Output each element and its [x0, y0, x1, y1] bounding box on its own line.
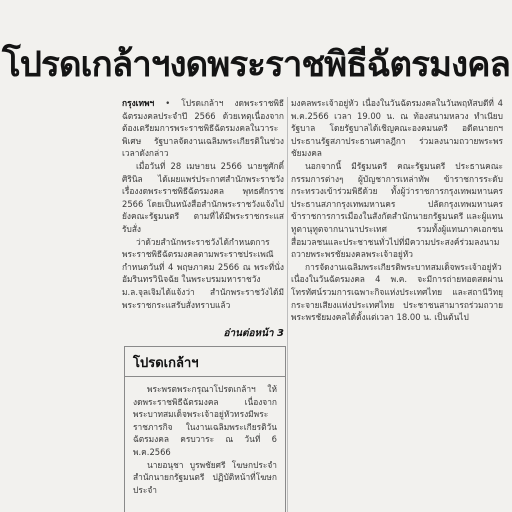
- article-paragraph: มงคลพระเจ้าอยู่หัว เนื่องในวันฉัตรมงคลในวันพฤหัสบดีที่ 4 พ.ค.2566 เวลา 19.00 น. ณ ท้องสนามหลวง ทำเนียบรัฐบาล โดยรัฐบาลได้เชิญคณะองคมนตรี อดีตนายกฯ ประธานรัฐสภาประธานศาลฎีกา ร่วมลงนามถวายพระพรชัยมงคล: [291, 98, 503, 159]
- article-lead-paragraph: กรุงเทพฯ • โปรดเกล้าฯ งดพระราชพิธีฉัตรมงคลประจำปี 2566 ด้วยเหตุเนื่องจากต้องเตรียมการพระราชพิธีฉัตรมงคลในวาระพิเศษ รัฐบาลจัดงานเฉลิมพระเกียรติในช่วงเวลาดังกล่าว: [122, 98, 284, 159]
- headline: โปรดเกล้าฯงดพระราชพิธีฉัตรมงคล: [2, 45, 510, 85]
- article-right-column: [291, 97, 503, 512]
- column-divider: [287, 97, 288, 512]
- sidebar-box: [124, 346, 286, 512]
- sidebar-paragraph: พระพรตพระกรุณาโปรดเกล้าฯ ให้งดพระราชพิธีฉัตรมงคล เนื่องจากพระบาทสมเด็จพระเจ้าอยู่หัวทรงมีพระราชภารกิจ ในงานเฉลิมพระเกียรติวันฉัตรมงคล ครบวาระ ณ วันที่ 6 พ.ค.2566: [133, 384, 277, 457]
- continued-on-page-label: อ่านต่อหน้า 3: [223, 328, 284, 339]
- article-paragraph: การจัดงานเฉลิมพระเกียรติพระบาทสมเด็จพระเจ้าอยู่หัวเนื่องในวันฉัตรมงคล 4 พ.ค. จะมีการถ่ายทอดสดผ่านโทรทัศน์รวมการเฉพาะกิจแห่งประเทศไทย และสถานีวิทยุกระจายเสียงแห่งประเทศไทย ประชาชนสามารถร่วมถวายพระพรชัยมงคลได้ตั้งแต่เวลา 18.00 น. เป็นต้นไป: [291, 261, 503, 323]
- sidebar-title: โปรดเกล้าฯ: [125, 347, 285, 377]
- article-left-column: [122, 97, 284, 332]
- sidebar-paragraph: นายอนุชา บูรพชัยศรี โฆษกประจำสำนักนายกรัฐมนตรี ปฏิบัติหน้าที่โฆษกประจำ: [133, 459, 277, 495]
- lead-text: โปรดเกล้าฯ งดพระราชพิธีฉัตรมงคลประจำปี 2566 ด้วยเหตุเนื่องจากต้องเตรียมการพระราชพิธีฉัตรมงคลในวาระพิเศษ รัฐบาลจัดงานเฉลิมพระเกียรติในช่วงเวลาดังกล่าว: [122, 98, 284, 159]
- article-paragraph: เมื่อวันที่ 28 เมษายน 2566 นายชูศักดิ์ ศิรินิล ได้เผยแพร่ประกาศสำนักพระราชวัง เรื่องงดพระราชพิธีฉัตรมงคล พุทธศักราช 2566 โดยเป็นหนังสือสำนักพระราชวังแจ้งไปยังคณะรัฐมนตรี ตามที่ได้มีพระราชกระแสรับสั่ง: [122, 160, 284, 234]
- article-paragraph: ม.ล.จุลเจิมได้แจ้งว่า สำนักพระราชวังได้มีพระราชกระแสรับสั่งทราบแล้ว: [122, 286, 284, 310]
- article-paragraph: นอกจากนี้ มีรัฐมนตรี คณะรัฐมนตรี ประธานคณะกรรมการต่างๆ ผู้บัญชาการเหล่าทัพ ข้าราชการระดับกระทรวงเข้าร่วมพิธีด้วย ทั้งผู้ว่าราชการกรุงเทพมหานคร ประธานสภากรุงเทพมหานคร ปลัดกรุงเทพมหานคร ข้าราชการการเมืองในสังกัดสำนักนายกรัฐมนตรี และผู้แทนทูตานุทูตจากนานาประเทศ รวมทั้งผู้แทนภาคเอกชน สื่อมวลชนและประชาชนทั่วไปที่มีความประสงค์ร่วมลงนามถวายพระพรชัยมงคลพระเจ้าอยู่หัว: [291, 160, 503, 260]
- dateline: กรุงเทพฯ: [122, 98, 155, 108]
- article-paragraph: ว่าด้วยสำนักพระราชวังได้กำหนดการพระราชพิธีฉัตรมงคลตามพระราชประเพณี กำหนดวันที่ 4 พฤษภาคม 2566 ณ พระที่นั่งอัมรินทรวินิจฉัย ในพระบรมมหาราชวัง: [122, 236, 284, 285]
- sidebar-body: [125, 377, 285, 496]
